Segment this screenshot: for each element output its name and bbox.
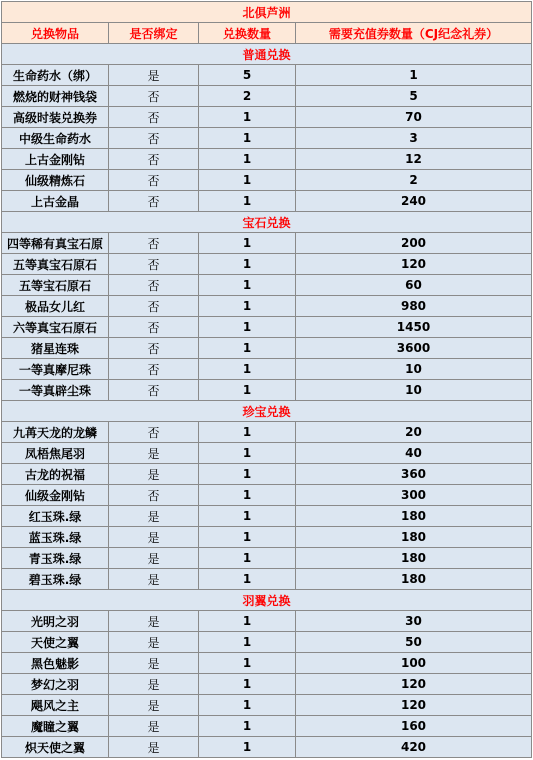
cell-quantity: 1 [199, 128, 296, 149]
cell-quantity: 1 [199, 170, 296, 191]
header-item: 兑换物品 [2, 23, 109, 44]
cell-item: 六等真宝石原石 [2, 317, 109, 338]
table-row [2, 317, 532, 338]
cell-coupons-needed: 180 [296, 569, 532, 590]
cell-coupons-needed: 2 [296, 170, 532, 191]
cell-quantity: 1 [199, 233, 296, 254]
cell-quantity: 1 [199, 695, 296, 716]
header-quantity: 兑换数量 [199, 23, 296, 44]
cell-item: 飓风之主 [2, 695, 109, 716]
cell-coupons-needed: 420 [296, 737, 532, 758]
cell-coupons-needed: 60 [296, 275, 532, 296]
header-row [2, 23, 532, 44]
cell-item: 高级时装兑换券 [2, 107, 109, 128]
cell-coupons-needed: 240 [296, 191, 532, 212]
cell-bound: 否 [109, 317, 199, 338]
cell-quantity: 1 [199, 716, 296, 737]
cell-item: 中级生命药水 [2, 128, 109, 149]
cell-bound: 否 [109, 485, 199, 506]
table-row [2, 170, 532, 191]
table-row [2, 107, 532, 128]
cell-coupons-needed: 120 [296, 674, 532, 695]
cell-bound: 是 [109, 674, 199, 695]
table-row [2, 674, 532, 695]
table-row [2, 485, 532, 506]
cell-bound: 否 [109, 191, 199, 212]
cell-bound: 否 [109, 254, 199, 275]
cell-item: 魔瞳之翼 [2, 716, 109, 737]
table-row [2, 506, 532, 527]
table-row [2, 653, 532, 674]
cell-quantity: 1 [199, 191, 296, 212]
cell-quantity: 1 [199, 338, 296, 359]
table-row [2, 611, 532, 632]
cell-quantity: 1 [199, 443, 296, 464]
cell-item: 一等真辟尘珠 [2, 380, 109, 401]
cell-coupons-needed: 5 [296, 86, 532, 107]
cell-quantity: 1 [199, 653, 296, 674]
table-row [2, 128, 532, 149]
cell-item: 青玉珠.绿 [2, 548, 109, 569]
cell-bound: 否 [109, 170, 199, 191]
table-row [2, 86, 532, 107]
exchange-table [1, 1, 532, 758]
cell-bound: 否 [109, 86, 199, 107]
cell-bound: 是 [109, 65, 199, 86]
cell-item: 极品女儿红 [2, 296, 109, 317]
section-title: 羽翼兑换 [2, 590, 532, 611]
section-row [2, 590, 532, 611]
table-row [2, 338, 532, 359]
cell-coupons-needed: 30 [296, 611, 532, 632]
cell-item: 古龙的祝福 [2, 464, 109, 485]
cell-quantity: 1 [199, 485, 296, 506]
cell-bound: 是 [109, 569, 199, 590]
header-coupons-needed: 需要充值券数量（CJ纪念礼券） [296, 23, 532, 44]
cell-coupons-needed: 180 [296, 548, 532, 569]
cell-quantity: 5 [199, 65, 296, 86]
table-row [2, 548, 532, 569]
cell-quantity: 1 [199, 548, 296, 569]
cell-item: 燃烧的财神钱袋 [2, 86, 109, 107]
cell-item: 天使之翼 [2, 632, 109, 653]
cell-coupons-needed: 200 [296, 233, 532, 254]
cell-coupons-needed: 300 [296, 485, 532, 506]
cell-quantity: 1 [199, 569, 296, 590]
cell-item: 梦幻之羽 [2, 674, 109, 695]
cell-coupons-needed: 1450 [296, 317, 532, 338]
cell-bound: 是 [109, 632, 199, 653]
table-row [2, 380, 532, 401]
cell-bound: 否 [109, 107, 199, 128]
cell-bound: 是 [109, 527, 199, 548]
table-row [2, 527, 532, 548]
cell-quantity: 1 [199, 737, 296, 758]
table-row [2, 464, 532, 485]
table-row [2, 716, 532, 737]
section-title: 普通兑换 [2, 44, 532, 65]
sheet-title: 北俱芦洲 [2, 2, 532, 23]
cell-bound: 否 [109, 275, 199, 296]
cell-item: 上古金刚钻 [2, 149, 109, 170]
cell-item: 炽天使之翼 [2, 737, 109, 758]
table-row [2, 632, 532, 653]
table-row [2, 695, 532, 716]
exchange-table-body [2, 2, 532, 758]
table-row [2, 149, 532, 170]
cell-coupons-needed: 160 [296, 716, 532, 737]
cell-quantity: 1 [199, 527, 296, 548]
cell-bound: 否 [109, 149, 199, 170]
table-row [2, 233, 532, 254]
section-row [2, 212, 532, 233]
cell-quantity: 1 [199, 254, 296, 275]
cell-bound: 否 [109, 422, 199, 443]
cell-quantity: 1 [199, 380, 296, 401]
cell-item: 光明之羽 [2, 611, 109, 632]
cell-quantity: 1 [199, 611, 296, 632]
cell-item: 四等稀有真宝石原 [2, 233, 109, 254]
header-bound: 是否绑定 [109, 23, 199, 44]
cell-coupons-needed: 120 [296, 695, 532, 716]
title-row [2, 2, 532, 23]
cell-item: 生命药水（绑） [2, 65, 109, 86]
cell-coupons-needed: 360 [296, 464, 532, 485]
cell-item: 凤梧焦尾羽 [2, 443, 109, 464]
cell-coupons-needed: 3 [296, 128, 532, 149]
table-row [2, 737, 532, 758]
cell-item: 猪星连珠 [2, 338, 109, 359]
cell-coupons-needed: 3600 [296, 338, 532, 359]
section-row [2, 401, 532, 422]
cell-bound: 否 [109, 233, 199, 254]
table-row [2, 191, 532, 212]
cell-bound: 是 [109, 653, 199, 674]
cell-coupons-needed: 1 [296, 65, 532, 86]
section-title: 宝石兑换 [2, 212, 532, 233]
cell-item: 仙级金刚钻 [2, 485, 109, 506]
cell-coupons-needed: 12 [296, 149, 532, 170]
table-row [2, 254, 532, 275]
cell-quantity: 2 [199, 86, 296, 107]
table-row [2, 275, 532, 296]
cell-item: 黑色魅影 [2, 653, 109, 674]
cell-quantity: 1 [199, 107, 296, 128]
cell-bound: 是 [109, 548, 199, 569]
cell-bound: 是 [109, 506, 199, 527]
cell-quantity: 1 [199, 674, 296, 695]
cell-item: 一等真摩尼珠 [2, 359, 109, 380]
cell-item: 五等真宝石原石 [2, 254, 109, 275]
cell-quantity: 1 [199, 317, 296, 338]
cell-coupons-needed: 20 [296, 422, 532, 443]
cell-bound: 是 [109, 443, 199, 464]
table-row [2, 443, 532, 464]
cell-quantity: 1 [199, 296, 296, 317]
cell-coupons-needed: 120 [296, 254, 532, 275]
section-title: 珍宝兑换 [2, 401, 532, 422]
cell-bound: 是 [109, 464, 199, 485]
cell-quantity: 1 [199, 632, 296, 653]
cell-bound: 是 [109, 737, 199, 758]
cell-quantity: 1 [199, 359, 296, 380]
cell-quantity: 1 [199, 506, 296, 527]
cell-quantity: 1 [199, 149, 296, 170]
cell-item: 碧玉珠.绿 [2, 569, 109, 590]
cell-bound: 是 [109, 695, 199, 716]
section-row [2, 44, 532, 65]
cell-item: 蓝玉珠.绿 [2, 527, 109, 548]
table-row [2, 65, 532, 86]
cell-bound: 是 [109, 716, 199, 737]
cell-bound: 否 [109, 380, 199, 401]
cell-item: 九苒天龙的龙鳞 [2, 422, 109, 443]
cell-coupons-needed: 180 [296, 527, 532, 548]
cell-coupons-needed: 70 [296, 107, 532, 128]
cell-coupons-needed: 40 [296, 443, 532, 464]
table-row [2, 359, 532, 380]
table-row [2, 422, 532, 443]
cell-item: 上古金晶 [2, 191, 109, 212]
cell-bound: 否 [109, 128, 199, 149]
cell-item: 仙级精炼石 [2, 170, 109, 191]
cell-bound: 否 [109, 296, 199, 317]
cell-quantity: 1 [199, 464, 296, 485]
cell-coupons-needed: 980 [296, 296, 532, 317]
cell-item: 五等宝石原石 [2, 275, 109, 296]
table-row [2, 296, 532, 317]
cell-bound: 否 [109, 338, 199, 359]
cell-coupons-needed: 10 [296, 380, 532, 401]
cell-bound: 是 [109, 611, 199, 632]
cell-bound: 否 [109, 359, 199, 380]
cell-coupons-needed: 100 [296, 653, 532, 674]
table-row [2, 569, 532, 590]
cell-coupons-needed: 10 [296, 359, 532, 380]
cell-quantity: 1 [199, 275, 296, 296]
cell-coupons-needed: 50 [296, 632, 532, 653]
cell-item: 红玉珠.绿 [2, 506, 109, 527]
cell-quantity: 1 [199, 422, 296, 443]
cell-coupons-needed: 180 [296, 506, 532, 527]
